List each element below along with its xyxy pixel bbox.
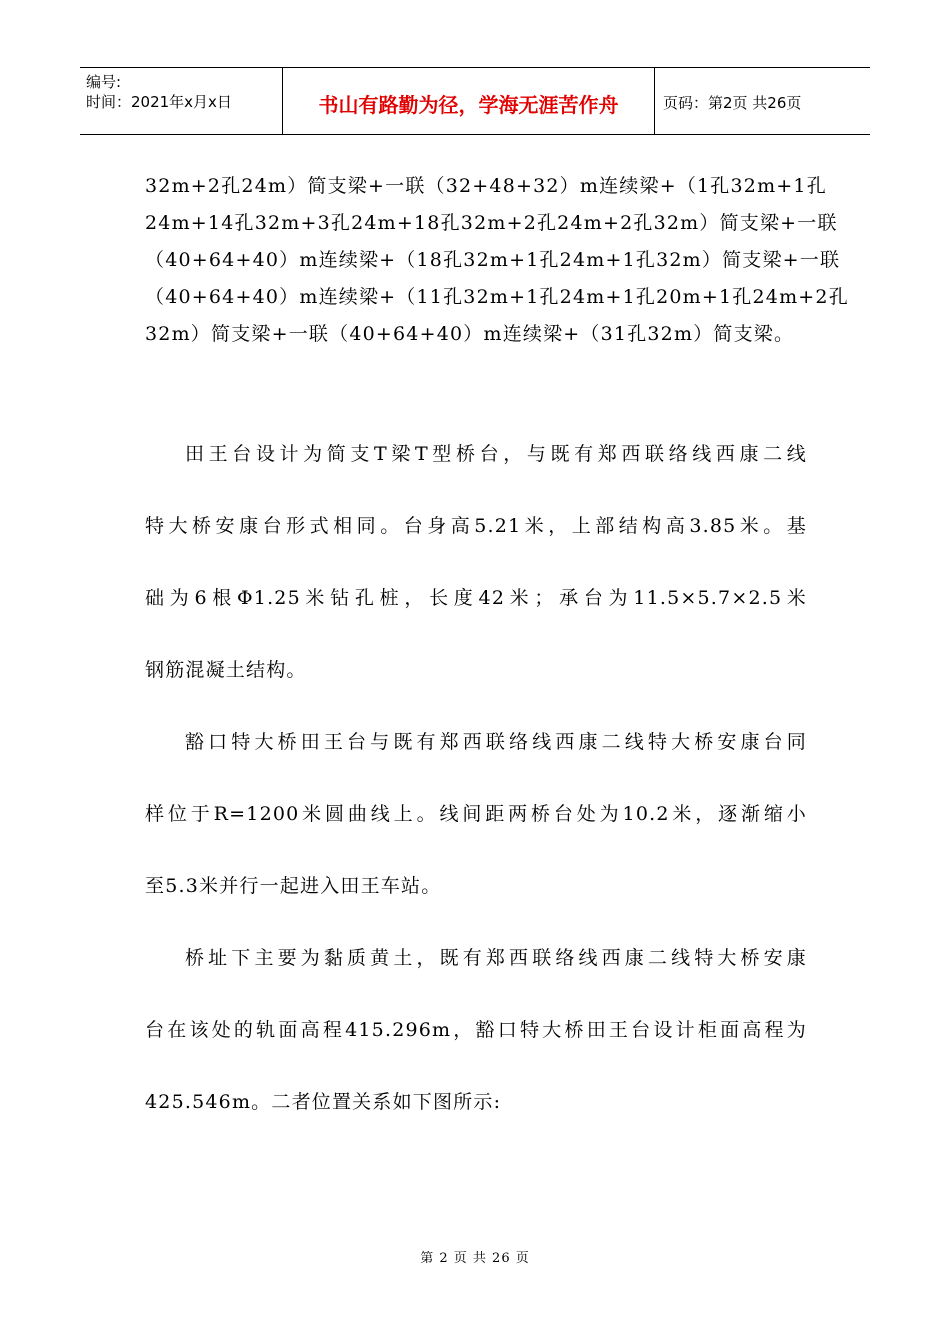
- text-line: 样位于R=1200米圆曲线上。线间距两桥台处为10.2米，逐渐缩小: [145, 803, 807, 825]
- text-line: 桥址下主要为黏质黄土，既有郑西联络线西康二线特大桥安康: [185, 947, 807, 969]
- page-header: [80, 67, 870, 135]
- document-number-label: 编号:: [86, 73, 122, 91]
- paragraph-abutment-design: [145, 418, 807, 706]
- text-line: 425.546m。二者位置关系如下图所示:: [145, 1091, 502, 1113]
- text-line: 24m+14孔32m+3孔24m+18孔32m+2孔24m+2孔32m）简支梁+一联: [145, 212, 838, 234]
- text-line: 32m+2孔24m）简支梁+一联（32+48+32）m连续梁+（1孔32m+1孔: [145, 175, 827, 197]
- text-line: 田王台设计为简支T梁T型桥台，与既有郑西联络线西康二线: [185, 443, 807, 465]
- page-footer: 第 2 页 共 26 页: [420, 1251, 530, 1266]
- text-line: 台在该处的轨面高程415.296m，豁口特大桥田王台设计柜面高程为: [145, 1019, 807, 1041]
- header-page-number: 页码：第2页 共26页: [663, 93, 802, 112]
- text-line: 32m）简支梁+一联（40+64+40）m连续梁+（31孔32m）简支梁。: [145, 323, 795, 345]
- continued-paragraph: [145, 168, 849, 353]
- text-line: （40+64+40）m连续梁+（18孔32m+1孔24m+1孔32m）简支梁+一联: [145, 249, 841, 271]
- text-line: 础为6根Φ1.25米钻孔桩，长度42米；承台为11.5×5.7×2.5米: [145, 587, 807, 609]
- text-line: （40+64+40）m连续梁+（11孔32m+1孔24m+1孔20m+1孔24m+2孔: [145, 286, 849, 308]
- text-line: 豁口特大桥田王台与既有郑西联络线西康二线特大桥安康台同: [185, 731, 807, 753]
- paragraph-soil-elevation: [145, 922, 807, 1138]
- header-meta: [80, 68, 283, 134]
- document-time-label: 时间：2021年x月x日: [86, 93, 232, 111]
- text-line: 至5.3米并行一起进入田王车站。: [145, 875, 442, 897]
- body-paragraphs: [145, 418, 807, 1138]
- text-line: 钢筋混凝土结构。: [145, 659, 307, 681]
- header-slogan: 书山有路勤为径，学海无涯苦作舟: [283, 68, 655, 134]
- paragraph-curve-position: [145, 706, 807, 922]
- text-line: 特大桥安康台形式相同。台身高5.21米，上部结构高3.85米。基: [145, 515, 807, 537]
